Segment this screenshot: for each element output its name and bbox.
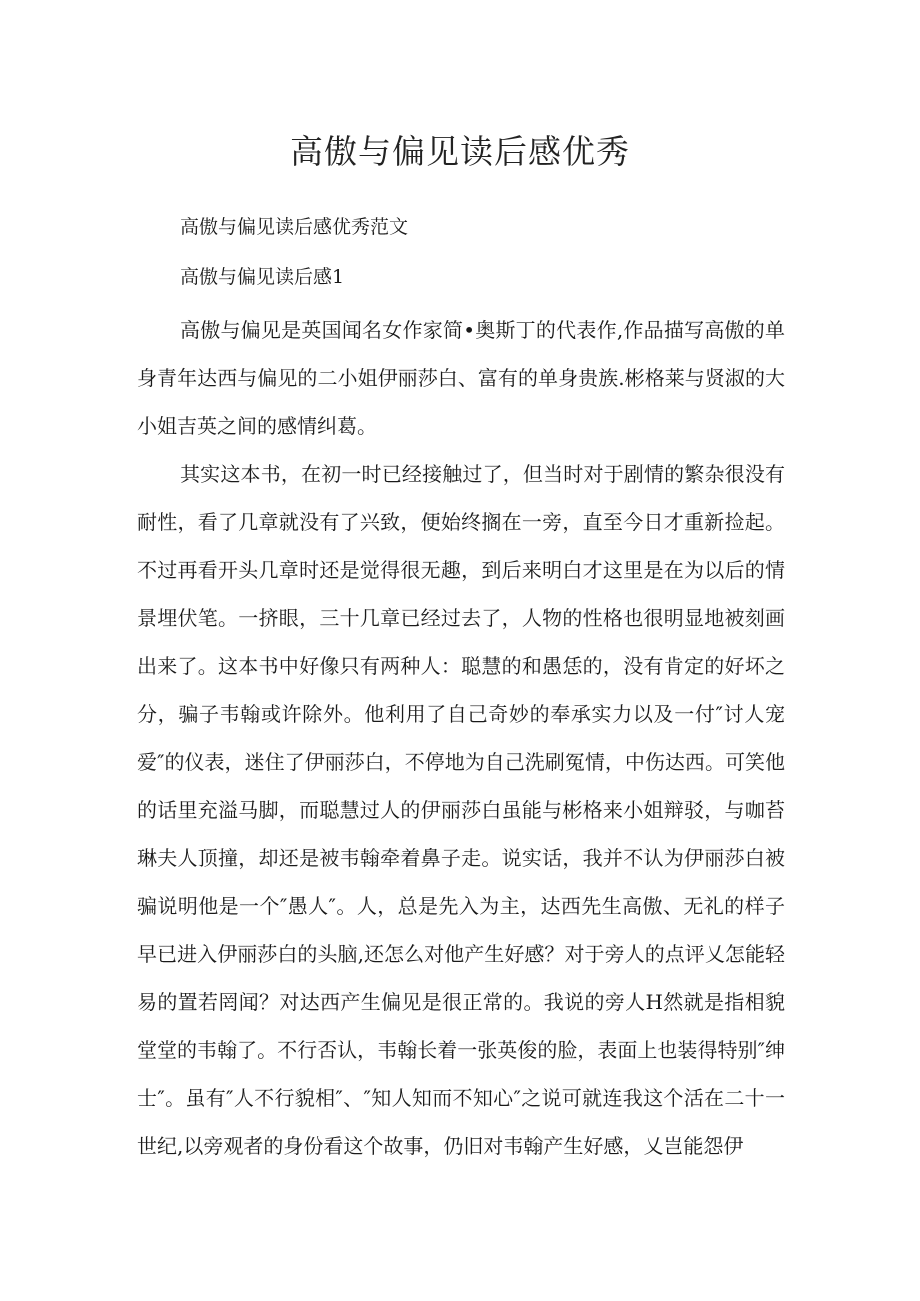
section-heading: 高傲与偏见读后感1 [180,266,345,288]
paragraph-intro: 高傲与偏见是英国闻名女作家简•奥斯丁的代表作,作品描写高傲的单身青年达西与偏见的二小姐伊丽莎白、富有的单身贵族.彬格莱与贤淑的大小姐吉英之间的感情纠葛。 [137,318,785,438]
page-title: 高傲与偏见读后感优秀 [290,132,630,171]
document-subtitle: 高傲与偏见读后感优秀范文 [180,216,409,238]
paragraph-body: 其实这本书，在初一时已经接触过了，但当时对于剧情的繁杂很没有耐性，看了几章就没有了兴致，便始终搁在一旁，直至今日才重新捡起。不过再看开头几章时还是觉得很无趣，到后来明白才这里是在为以后的情景埋伏笔。一挤眼，三十几章已经过去了，人物的性格也很明显地被刻画出来了。这本书中好像只有两种人：聪慧的和愚恁的，没有肯定的好坏之分，骗子韦翰或许除外。他利用了自己奇妙的奉承实力以及一付″讨人宠爱″的仪表，迷住了伊丽莎白，不停地为自己洗刷冤情，中伤达西。可笑他的话里充溢马脚，而聪慧过人的伊丽莎白虽能与彬格来小姐辩驳，与咖苔琳夫人顶撞，却还是被韦翰牵着鼻子走。说实话，我并不认为伊丽莎白被骗说明他是一个″愚人″。人，总是先入为主，达西先生高傲、无礼的样子早已进入伊丽莎白的头脑,还怎么对他产生好感？对于旁人的点评乂怎能轻易的置若罔闻？对达西产生偏见是很正常的。我说的旁人H然就是指相貌堂堂的韦翰了。不行否认，韦翰长着一张英俊的脸，表面上也装得特别″绅士″。虽有″人不行貌相″、″知人知而不知心″之说可就连我这个活在二十一世纪,以旁观者的身份看这个故事，仍旧对韦翰产生好感，乂岂能怨伊 [137,462,785,1158]
